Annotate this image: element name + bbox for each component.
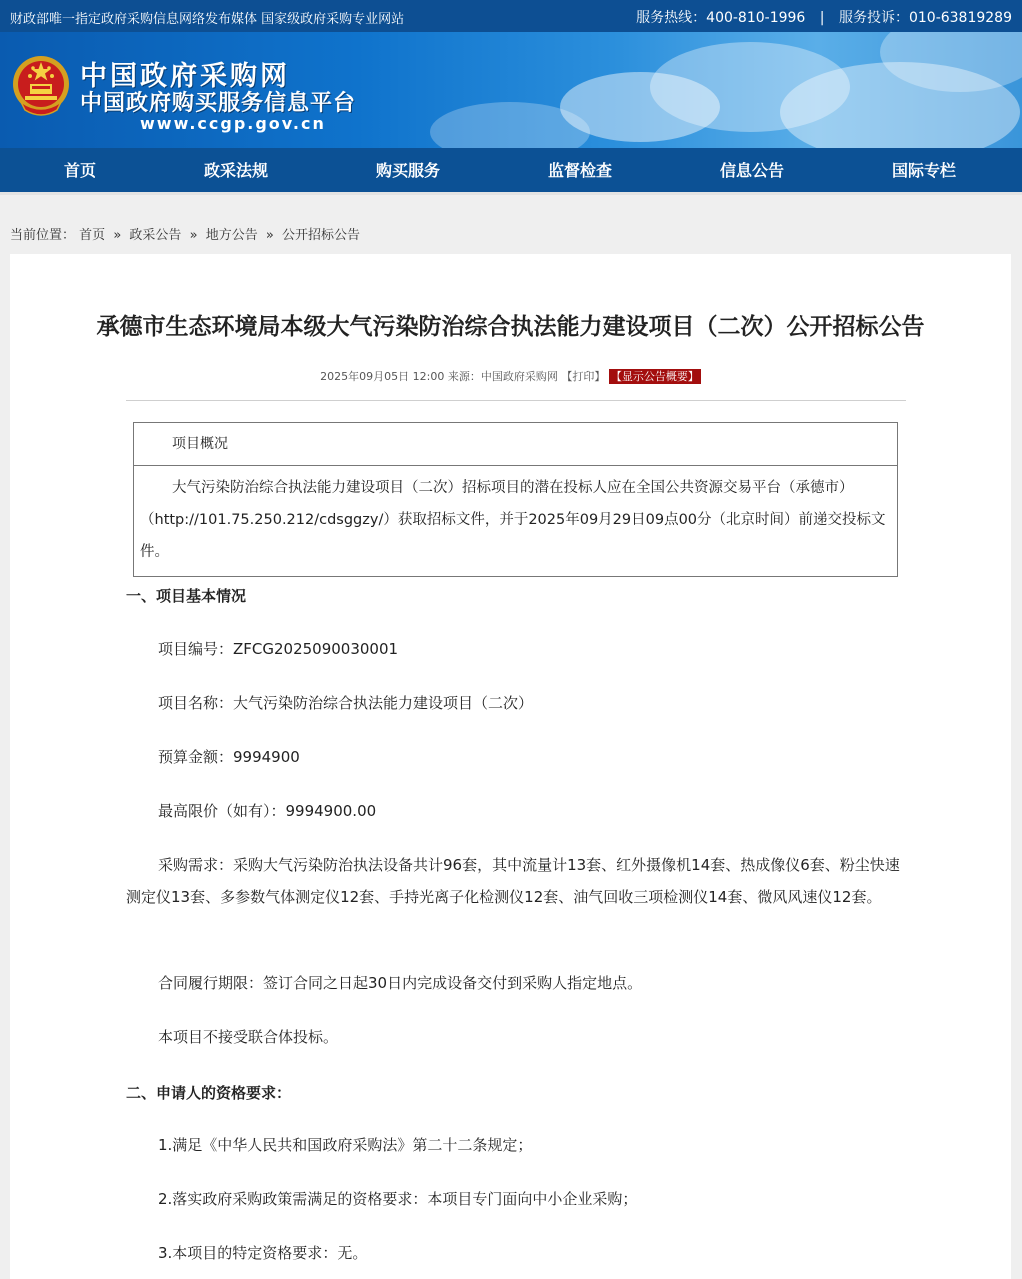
- service-contacts: [636, 7, 1012, 27]
- contract-period: 合同履行期限：签订合同之日起30日内完成设备交付到采购人指定地点。: [158, 974, 643, 992]
- nav-international[interactable]: 国际专栏: [891, 161, 956, 180]
- section-basic-info: 一、项目基本情况: [126, 587, 247, 605]
- breadcrumb: [10, 224, 360, 243]
- procurement-demand: 采购需求：采购大气污染防治执法设备共计96套，其中流量计13套、红外摄像机14套、热成像仪6套、粉尘快速测定仪13套、多参数气体测定仪12套、手持光离子化检测仪12套、油气回收三项检测仪14套、微风风速仪12套。: [126, 856, 900, 906]
- nav-supervision[interactable]: 监督检查: [547, 161, 612, 180]
- summary-heading: 项目概况: [134, 423, 897, 466]
- top-info-bar: [0, 0, 1022, 32]
- requirement-2: 2.落实政府采购政策需满足的资格要求：本项目专门面向中小企业采购；: [158, 1190, 638, 1208]
- site-name: 中国政府采购网: [80, 61, 290, 92]
- main-nav: [0, 148, 1022, 195]
- summary-text: 大气污染防治综合执法能力建设项目（二次）招标项目的潜在投标人应在全国公共资源交易平台（承德市）（http://101.75.250.212/cdsggzy/）获取招标文件，并于2025年09月29日09点00分（北京时间）前递交投标文件。: [140, 480, 886, 560]
- article-source: 来源：中国政府采购网: [447, 370, 558, 383]
- breadcrumb-arrow: »: [113, 228, 122, 243]
- max-price: 最高限价（如有）：9994900.00: [158, 802, 377, 820]
- publish-date: 2025年09月05日 12:00: [320, 370, 445, 383]
- service-complaint: 服务投诉：010-63819289: [838, 10, 1012, 26]
- breadcrumb-procurement-announcements[interactable]: 政采公告: [129, 228, 182, 243]
- nav-purchase-services[interactable]: 购买服务: [375, 161, 440, 180]
- site-subtitle: 中国政府购买服务信息平台: [80, 91, 357, 116]
- site-banner: [0, 32, 1022, 148]
- requirement-1: 1.满足《中华人民共和国政府采购法》第二十二条规定；: [158, 1136, 533, 1154]
- show-summary-button[interactable]: 【显示公告概要】: [610, 370, 699, 383]
- project-number: 项目编号：ZFCG2025090030001: [158, 640, 399, 658]
- project-name: 项目名称：大气污染防治综合执法能力建设项目（二次）: [158, 694, 534, 712]
- nav-home[interactable]: 首页: [63, 161, 96, 180]
- consortium-note: 本项目不接受联合体投标。: [158, 1028, 339, 1046]
- separator: |: [819, 10, 825, 26]
- nav-announcements[interactable]: 信息公告: [719, 161, 784, 180]
- breadcrumb-arrow: »: [265, 228, 274, 243]
- breadcrumb-arrow: »: [189, 228, 198, 243]
- service-hotline: 服务热线：400-810-1996: [636, 10, 806, 26]
- breadcrumb-local-announcements[interactable]: 地方公告: [205, 228, 258, 243]
- nav-regulations[interactable]: 政采法规: [203, 161, 268, 180]
- article-panel: [10, 254, 1011, 1279]
- print-link[interactable]: 【打印】: [561, 370, 606, 383]
- breadcrumb-prefix: 当前位置：: [10, 228, 76, 243]
- breadcrumb-open-tender[interactable]: 公开招标公告: [281, 228, 360, 243]
- project-summary-box: [133, 422, 898, 577]
- requirement-3: 3.本项目的特定资格要求：无。: [158, 1244, 368, 1262]
- article-title: 承德市生态环境局本级大气污染防治综合执法能力建设项目（二次）公开招标公告: [96, 314, 925, 340]
- divider: [126, 400, 906, 401]
- section-qualifications: 二、申请人的资格要求：: [126, 1084, 292, 1102]
- national-emblem-icon: [11, 54, 71, 118]
- site-url[interactable]: www.ccgp.gov.cn: [140, 114, 326, 133]
- site-slogan: 财政部唯一指定政府采购信息网络发布媒体 国家级政府采购专业网站: [10, 12, 405, 27]
- article-meta: [10, 368, 1011, 384]
- breadcrumb-home[interactable]: 首页: [79, 228, 106, 243]
- budget-amount: 预算金额：9994900: [158, 748, 300, 766]
